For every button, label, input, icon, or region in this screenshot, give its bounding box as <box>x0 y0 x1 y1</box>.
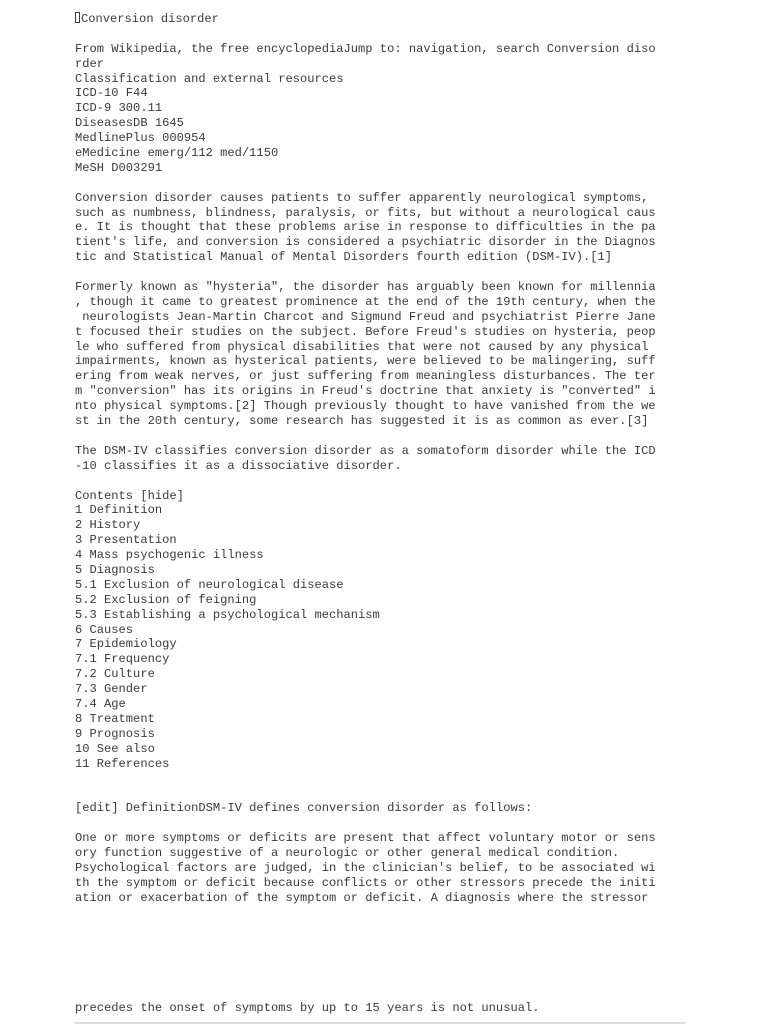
contents-item: 9 Prognosis <box>75 726 155 741</box>
contents-item: 4 Mass psychogenic illness <box>75 548 264 563</box>
history-paragraph <box>75 280 685 429</box>
spacer <box>75 474 685 489</box>
paragraph-line: -10 classifies it as a dissociative disorder. <box>75 458 402 473</box>
paragraph-line: nto physical symptoms.[2] Though previously thought to have vanished from the we <box>75 399 656 414</box>
spacer <box>75 429 685 444</box>
paragraph-line: m "conversion" has its origins in Freud's doctrine that anxiety is "converted" i <box>75 384 656 399</box>
missing-glyph-icon <box>75 12 80 23</box>
definition-heading: [edit] DefinitionDSM-IV defines conversion disorder as follows: <box>75 801 533 816</box>
classification-row: MeSH D003291 <box>75 160 163 175</box>
paragraph-line: , though it came to greatest prominence at the end of the 19th century, when the <box>75 294 656 309</box>
contents-item: 10 See also <box>75 741 155 756</box>
paragraph-line: e. It is thought that these problems arise in response to difficulties in the pa <box>75 220 656 235</box>
definition-paragraph <box>75 831 685 905</box>
paragraph-line: ation or exacerbation of the symptom or deficit. A diagnosis where the stressor <box>75 890 649 905</box>
paragraph-line: tic and Statistical Manual of Mental Disorders fourth edition (DSM-IV).[1] <box>75 250 613 265</box>
article-title: Conversion disorder <box>81 12 219 26</box>
contents-item: 7.4 Age <box>75 696 126 711</box>
spacer <box>75 265 685 280</box>
paragraph-line: tient's life, and conversion is considered a psychiatric disorder in the Diagnos <box>75 235 656 250</box>
paragraph-line: Conversion disorder causes patients to suffer apparently neurological symptoms, <box>75 190 649 205</box>
contents-item: 5.2 Exclusion of feigning <box>75 592 257 607</box>
contents-item: 1 Definition <box>75 503 163 518</box>
paragraph-line: Formerly known as "hysteria", the disorder has arguably been known for millennia <box>75 280 656 295</box>
classification-heading: Classification and external resources <box>75 71 344 86</box>
contents-item: 7 Epidemiology <box>75 637 177 652</box>
contents-item: 7.1 Frequency <box>75 652 170 667</box>
table-of-contents <box>75 489 685 772</box>
contents-item: 11 References <box>75 756 170 771</box>
paragraph-line: t focused their studies on the subject. Before Freud's studies on hysteria, peop <box>75 324 656 339</box>
paragraph-line: le who suffered from physical disabilities that were not caused by any physical <box>75 339 649 354</box>
classification-row: ICD-9 300.11 <box>75 101 163 116</box>
article-title-line <box>75 12 685 27</box>
contents-heading: Contents [hide] <box>75 488 184 503</box>
spacer <box>75 771 685 801</box>
page-break-gap <box>75 905 685 1001</box>
contents-item: 5 Diagnosis <box>75 562 155 577</box>
contents-item: 2 History <box>75 518 141 533</box>
next-page-line: precedes the onset of symptoms by up to 15 years is not unusual. <box>75 1001 540 1016</box>
classification-row: eMedicine emerg/112 med/1150 <box>75 146 279 161</box>
contents-item: 8 Treatment <box>75 711 155 726</box>
header-line-1: From Wikipedia, the free encyclopediaJump to: navigation, search Conversion diso <box>75 41 656 56</box>
contents-item: 7.3 Gender <box>75 682 148 697</box>
contents-item: 5.3 Establishing a psychological mechanism <box>75 607 380 622</box>
spacer <box>75 27 685 42</box>
intro-paragraph <box>75 191 685 265</box>
paragraph-line: impairments, known as hysterical patients, were believed to be malingering, suff <box>75 354 656 369</box>
classification-row: MedlinePlus 000954 <box>75 131 206 146</box>
contents-item: 3 Presentation <box>75 533 177 548</box>
paragraph-line: ering from weak nerves, or just suffering from meaningless disturbances. The ter <box>75 369 656 384</box>
paragraph-line: One or more symptoms or deficits are present that affect voluntary motor or sens <box>75 831 656 845</box>
dsm-paragraph <box>75 444 685 474</box>
header-line-2: rder <box>75 56 105 71</box>
contents-item: 5.1 Exclusion of neurological disease <box>75 577 344 592</box>
paragraph-line: Psychological factors are judged, in the clinician's belief, to be associated wi <box>75 860 656 875</box>
classification-row: ICD-10 F44 <box>75 86 148 101</box>
contents-item: 7.2 Culture <box>75 667 155 682</box>
spacer <box>75 176 685 191</box>
paragraph-line: such as numbness, blindness, paralysis, or fits, but without a neurological caus <box>75 205 656 220</box>
paragraph-line: st in the 20th century, some research has suggested it is as common as ever.[3] <box>75 414 649 429</box>
spacer <box>75 816 685 831</box>
document-page <box>75 12 685 1016</box>
contents-item: 6 Causes <box>75 622 134 637</box>
paragraph-line: th the symptom or deficit because conflicts or other stressors precede the initi <box>75 875 656 890</box>
paragraph-line: ory function suggestive of a neurologic or other general medical condition. <box>75 845 620 860</box>
paragraph-line: neurologists Jean-Martin Charcot and Sigmund Freud and psychiatrist Pierre Jane <box>75 309 656 324</box>
paragraph-line: The DSM-IV classifies conversion disorder as a somatoform disorder while the ICD <box>75 443 656 458</box>
classification-row: DiseasesDB 1645 <box>75 116 184 131</box>
